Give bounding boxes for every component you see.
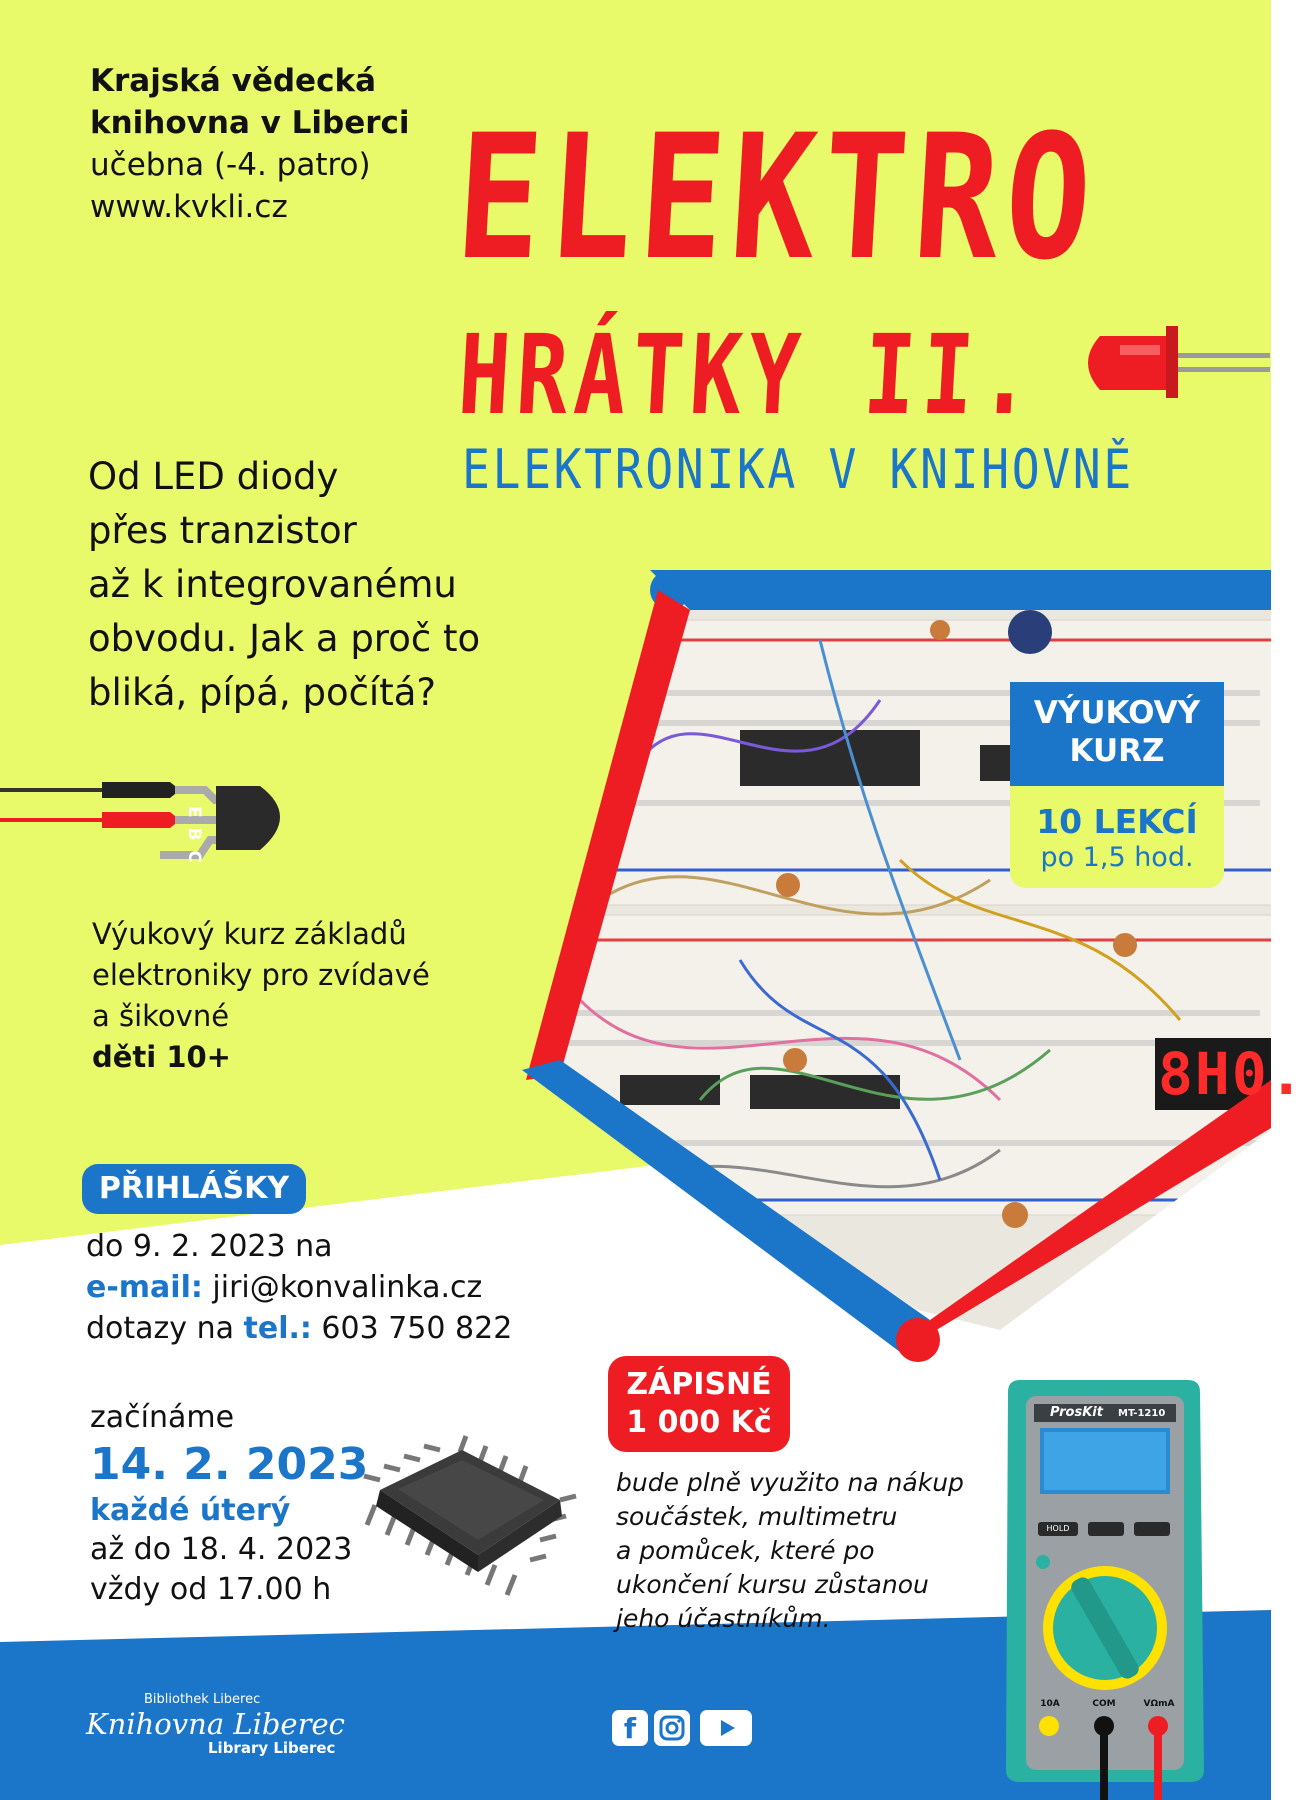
venue-room: učebna (-4. patro)	[90, 147, 371, 183]
description-line: elektroniky pro zvídavé	[92, 958, 430, 992]
transistor-pin-label: E B C	[184, 806, 204, 865]
fee-note-line: součástek, multimetru	[616, 1502, 898, 1531]
course-description	[92, 914, 430, 1078]
multimeter-port-com: COM	[1092, 1699, 1116, 1709]
youtube-icon[interactable]	[700, 1710, 752, 1746]
weekday: každé úterý	[90, 1493, 291, 1528]
course-card-line1: VÝUKOVÝ	[1033, 695, 1201, 731]
multimeter-port-vohm: VΩmA	[1143, 1699, 1175, 1709]
intro-line: až k integrovanému	[88, 563, 457, 606]
venue-name-line1: Krajská vědecká	[90, 63, 376, 99]
course-lessons: 10 LEKCÍ	[1036, 802, 1198, 841]
multimeter-hold-button: HOLD	[1046, 1524, 1070, 1533]
registration-phone-row	[86, 1308, 512, 1349]
intro-line: přes tranzistor	[88, 509, 357, 552]
frame-top-blue	[650, 570, 1271, 610]
fee-note-line: bude plně využito na nákup	[616, 1468, 964, 1497]
start-label: začínáme	[90, 1400, 235, 1435]
instagram-glyph	[654, 1710, 690, 1746]
multimeter-port-10a: 10A	[1040, 1699, 1060, 1709]
logo-small-text: Bibliothek Liberec	[144, 1692, 261, 1707]
multimeter-brand: ProsKit	[1050, 1405, 1103, 1420]
email-link[interactable]: jiri@konvalinka.cz	[202, 1270, 483, 1305]
email-label: e-mail:	[86, 1270, 203, 1305]
multimeter-illustration	[1006, 1380, 1204, 1800]
library-logo[interactable]	[86, 1692, 345, 1756]
phone-number[interactable]: 603 750 822	[311, 1311, 513, 1346]
facebook-icon[interactable]: f	[612, 1710, 648, 1746]
fee-note-line: jeho účastníkům.	[616, 1604, 831, 1633]
ic-chip-illustration	[364, 1436, 576, 1595]
course-card	[1010, 682, 1224, 888]
fee-note-line: ukončení kursu zůstanou	[616, 1570, 929, 1599]
title-line2: HRÁTKY II.	[455, 311, 1042, 439]
description-prefix: a šikovné	[92, 999, 230, 1033]
phone-label: tel.:	[243, 1311, 312, 1346]
registration-deadline: do 9. 2. 2023 na	[86, 1229, 333, 1264]
fee-note-line: a pomůcek, které po	[616, 1536, 875, 1565]
venue-name-line2: knihovna v Liberci	[90, 105, 410, 141]
venue-info	[90, 60, 410, 228]
multimeter-model: MT-1210	[1118, 1408, 1166, 1419]
end-date: až do 18. 4. 2023	[90, 1532, 353, 1567]
registration-badge: PŘIHLÁŠKY	[82, 1164, 306, 1214]
registration-email-row	[86, 1267, 512, 1308]
course-card-header	[1010, 682, 1224, 786]
course-card-line2: KURZ	[1069, 733, 1165, 769]
registration-info	[86, 1226, 512, 1349]
phone-prefix: dotazy na	[86, 1311, 244, 1346]
fee-label: ZÁPISNÉ	[626, 1367, 772, 1402]
subtitle: ELEKTRONIKA V KNIHOVNĚ	[462, 438, 1134, 501]
fee-amount: 1 000 Kč	[626, 1405, 772, 1440]
instagram-icon[interactable]	[654, 1710, 690, 1746]
title-line1: ELEKTRO	[451, 97, 1103, 298]
seven-segment-display: 8H0.	[1158, 1040, 1306, 1108]
start-time: vždy od 17.00 h	[90, 1572, 332, 1607]
start-date: 14. 2. 2023	[90, 1439, 369, 1490]
schedule-info	[90, 1398, 368, 1610]
youtube-glyph	[700, 1710, 752, 1746]
venue-website[interactable]: www.kvkli.cz	[90, 189, 288, 225]
intro-text	[88, 450, 508, 720]
description-line: Výukový kurz základů	[92, 917, 407, 951]
intro-line: Od LED diody	[88, 455, 339, 498]
age-highlight: děti 10+	[92, 1040, 231, 1074]
description-line	[92, 996, 430, 1078]
fee-badge	[608, 1356, 790, 1452]
logo-main-text: Knihovna Liberec	[86, 1707, 345, 1741]
logo-english-text: Library Liberec	[208, 1739, 336, 1757]
intro-line: bliká, pípá, počítá?	[88, 671, 437, 714]
intro-line: obvodu. Jak a proč to	[88, 617, 481, 660]
course-duration: po 1,5 hod.	[1040, 842, 1194, 873]
fee-note	[616, 1466, 964, 1636]
